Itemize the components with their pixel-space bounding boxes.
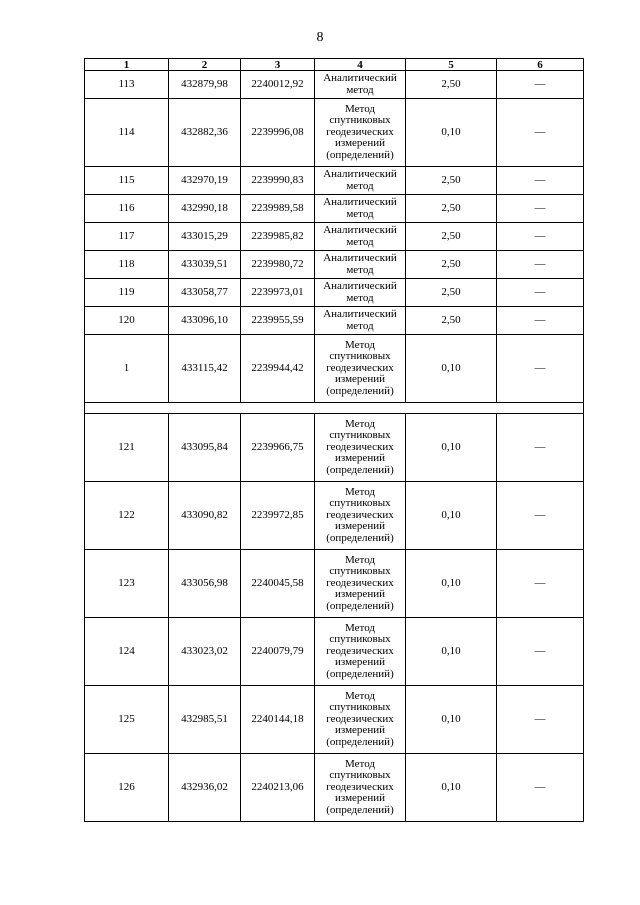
method-line: Метод — [345, 689, 375, 702]
method-line: спутниковых — [329, 565, 391, 578]
header-col-5: 5 — [406, 59, 497, 71]
method-line: спутниковых — [329, 701, 391, 714]
method-cell — [315, 223, 406, 251]
method-line: метод — [346, 179, 374, 192]
method-line: Метод — [345, 757, 375, 770]
coord-y-cell: 2239980,72 — [241, 251, 315, 279]
table-row — [85, 686, 584, 754]
coord-y-cell: 2239973,01 — [241, 279, 315, 307]
accuracy-cell: 0,10 — [406, 482, 497, 550]
accuracy-cell: 2,50 — [406, 223, 497, 251]
coord-x-cell: 432882,36 — [169, 99, 241, 167]
description-cell: — — [497, 167, 584, 195]
coord-x-cell: 433115,42 — [169, 335, 241, 403]
method-cell — [315, 618, 406, 686]
page-number: 8 — [316, 30, 324, 45]
accuracy-cell: 0,10 — [406, 686, 497, 754]
table-row — [85, 279, 584, 307]
method-line: (определений) — [326, 599, 394, 612]
method-line: измерений — [335, 588, 385, 601]
coord-y-cell: 2239989,58 — [241, 195, 315, 223]
method-line: спутниковых — [329, 350, 391, 363]
method-line: спутниковых — [329, 769, 391, 782]
coord-x-cell: 432879,98 — [169, 71, 241, 99]
description-cell: — — [497, 71, 584, 99]
coord-y-cell: 2239944,42 — [241, 335, 315, 403]
method-line: геодезических — [326, 780, 394, 793]
method-cell — [315, 279, 406, 307]
method-line: спутниковых — [329, 114, 391, 127]
point-number-cell: 124 — [85, 618, 169, 686]
method-line: метод — [346, 263, 374, 276]
method-line: (определений) — [326, 667, 394, 680]
method-line: Аналитический — [323, 224, 397, 236]
method-line: измерений — [335, 520, 385, 533]
description-cell: — — [497, 99, 584, 167]
table-body-bottom — [85, 414, 584, 822]
coord-y-cell: 2239955,59 — [241, 307, 315, 335]
description-cell: — — [497, 482, 584, 550]
method-line: метод — [346, 291, 374, 304]
coord-x-cell: 433015,29 — [169, 223, 241, 251]
accuracy-cell: 0,10 — [406, 335, 497, 403]
accuracy-cell: 2,50 — [406, 71, 497, 99]
accuracy-cell: 2,50 — [406, 251, 497, 279]
point-number-cell: 113 — [85, 71, 169, 99]
point-number-cell: 123 — [85, 550, 169, 618]
description-cell: — — [497, 414, 584, 482]
method-line: Метод — [345, 417, 375, 430]
method-line: Аналитический — [323, 252, 397, 264]
method-line: геодезических — [326, 440, 394, 453]
method-cell — [315, 251, 406, 279]
method-line: Метод — [345, 485, 375, 498]
accuracy-cell: 0,10 — [406, 99, 497, 167]
coord-x-cell: 432990,18 — [169, 195, 241, 223]
coord-x-cell: 433096,10 — [169, 307, 241, 335]
accuracy-cell: 0,10 — [406, 550, 497, 618]
description-cell: — — [497, 251, 584, 279]
coord-y-cell: 2239966,75 — [241, 414, 315, 482]
coord-y-cell: 2240144,18 — [241, 686, 315, 754]
table-row — [85, 550, 584, 618]
table-row — [85, 195, 584, 223]
table-row — [85, 99, 584, 167]
point-number-cell: 125 — [85, 686, 169, 754]
table-row — [85, 482, 584, 550]
method-line: спутниковых — [329, 429, 391, 442]
method-cell — [315, 335, 406, 403]
method-line: (определений) — [326, 463, 394, 476]
description-cell: — — [497, 550, 584, 618]
accuracy-cell: 0,10 — [406, 618, 497, 686]
method-cell — [315, 195, 406, 223]
header-col-3: 3 — [241, 59, 315, 71]
coord-y-cell: 2240012,92 — [241, 71, 315, 99]
table-row — [85, 71, 584, 99]
coord-y-cell: 2239990,83 — [241, 167, 315, 195]
method-cell — [315, 414, 406, 482]
table-row — [85, 251, 584, 279]
coord-x-cell: 432936,02 — [169, 754, 241, 822]
method-line: метод — [346, 319, 374, 332]
table-row — [85, 618, 584, 686]
coord-y-cell: 2239996,08 — [241, 99, 315, 167]
accuracy-cell: 2,50 — [406, 307, 497, 335]
header-col-4: 4 — [315, 59, 406, 71]
description-cell: — — [497, 335, 584, 403]
method-line: Метод — [345, 102, 375, 115]
table-gap-row — [85, 403, 584, 414]
description-cell: — — [497, 686, 584, 754]
accuracy-cell: 0,10 — [406, 414, 497, 482]
coord-x-cell: 432970,19 — [169, 167, 241, 195]
point-number-cell: 117 — [85, 223, 169, 251]
coord-y-cell: 2240079,79 — [241, 618, 315, 686]
method-cell — [315, 71, 406, 99]
coord-x-cell: 433090,82 — [169, 482, 241, 550]
method-line: измерений — [335, 792, 385, 805]
description-cell: — — [497, 307, 584, 335]
table-row — [85, 307, 584, 335]
accuracy-cell: 2,50 — [406, 195, 497, 223]
method-line: измерений — [335, 452, 385, 465]
coord-x-cell: 433023,02 — [169, 618, 241, 686]
table-row — [85, 754, 584, 822]
method-line: (определений) — [326, 803, 394, 816]
method-line: измерений — [335, 724, 385, 737]
method-line: геодезических — [326, 508, 394, 521]
method-cell — [315, 167, 406, 195]
method-line: Метод — [345, 553, 375, 566]
method-line: Аналитический — [323, 168, 397, 180]
method-line: Аналитический — [323, 280, 397, 292]
header-col-1: 1 — [85, 59, 169, 71]
accuracy-cell: 2,50 — [406, 279, 497, 307]
table-row — [85, 414, 584, 482]
method-cell — [315, 307, 406, 335]
point-number-cell: 126 — [85, 754, 169, 822]
method-line: измерений — [335, 373, 385, 386]
table-header-row — [85, 59, 584, 71]
method-line: измерений — [335, 656, 385, 669]
coord-x-cell: 433058,77 — [169, 279, 241, 307]
accuracy-cell: 0,10 — [406, 754, 497, 822]
coord-y-cell: 2240045,58 — [241, 550, 315, 618]
coordinates-table — [84, 58, 584, 822]
method-line: Аналитический — [323, 308, 397, 320]
method-line: спутниковых — [329, 633, 391, 646]
coord-y-cell: 2240213,06 — [241, 754, 315, 822]
coord-x-cell: 433056,98 — [169, 550, 241, 618]
description-cell: — — [497, 754, 584, 822]
method-line: (определений) — [326, 531, 394, 544]
point-number-cell: 122 — [85, 482, 169, 550]
method-cell — [315, 754, 406, 822]
method-line: Метод — [345, 338, 375, 351]
table-row — [85, 167, 584, 195]
method-line: Аналитический — [323, 196, 397, 208]
header-col-6: 6 — [497, 59, 584, 71]
coord-x-cell: 433095,84 — [169, 414, 241, 482]
table-row — [85, 335, 584, 403]
coord-x-cell: 433039,51 — [169, 251, 241, 279]
point-number-cell: 119 — [85, 279, 169, 307]
table-body-top — [85, 71, 584, 403]
table-row — [85, 223, 584, 251]
method-cell — [315, 482, 406, 550]
method-cell — [315, 686, 406, 754]
method-line: геодезических — [326, 361, 394, 374]
method-line: геодезических — [326, 125, 394, 138]
method-line: Метод — [345, 621, 375, 634]
point-number-cell: 120 — [85, 307, 169, 335]
method-line: геодезических — [326, 712, 394, 725]
coord-y-cell: 2239985,82 — [241, 223, 315, 251]
method-line: метод — [346, 83, 374, 96]
coord-x-cell: 432985,51 — [169, 686, 241, 754]
coord-y-cell: 2239972,85 — [241, 482, 315, 550]
method-line: (определений) — [326, 384, 394, 397]
method-cell — [315, 99, 406, 167]
point-number-cell: 1 — [85, 335, 169, 403]
method-cell — [315, 550, 406, 618]
method-line: Аналитический — [323, 72, 397, 84]
description-cell: — — [497, 223, 584, 251]
description-cell: — — [497, 279, 584, 307]
method-line: измерений — [335, 137, 385, 150]
method-line: метод — [346, 235, 374, 248]
point-number-cell: 116 — [85, 195, 169, 223]
description-cell: — — [497, 618, 584, 686]
method-line: геодезических — [326, 576, 394, 589]
description-cell: — — [497, 195, 584, 223]
point-number-cell: 121 — [85, 414, 169, 482]
method-line: метод — [346, 207, 374, 220]
point-number-cell: 118 — [85, 251, 169, 279]
point-number-cell: 115 — [85, 167, 169, 195]
method-line: (определений) — [326, 735, 394, 748]
table-gap — [85, 403, 584, 414]
method-line: спутниковых — [329, 497, 391, 510]
accuracy-cell: 2,50 — [406, 167, 497, 195]
point-number-cell: 114 — [85, 99, 169, 167]
method-line: геодезических — [326, 644, 394, 657]
method-line: (определений) — [326, 148, 394, 161]
header-col-2: 2 — [169, 59, 241, 71]
